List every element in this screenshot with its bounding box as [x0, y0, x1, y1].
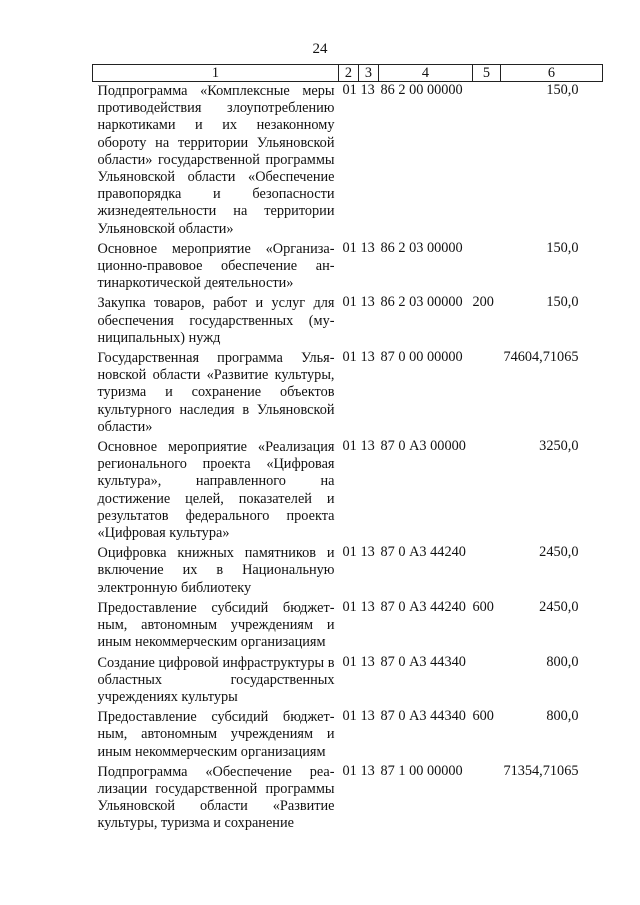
subsection-code: 13 [360, 239, 375, 256]
expense-type-code [473, 438, 501, 544]
subsection-code: 13 [360, 544, 375, 561]
target-article-code: 87 0 00 00000 [380, 349, 463, 366]
column-header-4: 4 [379, 65, 473, 82]
row-name: Оцифровка книжных памятников и включение их в Национальную электронную библиотеку [97, 545, 335, 596]
section-code: 01 [342, 544, 357, 561]
subsection-code: 13 [360, 438, 375, 455]
target-article-code: 86 2 03 00000 [380, 294, 463, 311]
expense-type-code [473, 82, 501, 240]
row-name: Создание цифровой инфраструктуры в областных государственных учреждениях культуры [97, 654, 335, 705]
budget-table [92, 64, 603, 835]
table-row [93, 82, 603, 240]
row-name: Предоставление субсидий бюджетным, автономным учреждениям и иным некоммерческим организациям [97, 599, 335, 651]
subsection-code: 13 [360, 349, 375, 366]
target-article-code: 87 0 А3 44240 [380, 544, 466, 561]
amount: 74604,71065 [503, 349, 579, 366]
table-row [93, 294, 603, 349]
target-article-code: 87 0 А3 44240 [380, 598, 466, 615]
target-article-code: 86 2 03 00000 [380, 239, 463, 256]
expense-type-code [473, 763, 501, 835]
section-code: 01 [342, 438, 357, 455]
amount: 3250,0 [539, 438, 579, 455]
table-row [93, 654, 603, 709]
amount: 150,0 [546, 82, 579, 98]
amount: 2450,0 [539, 544, 579, 561]
column-header-5: 5 [473, 65, 501, 82]
column-header-6: 6 [501, 65, 603, 82]
table-row [93, 240, 603, 295]
section-code: 01 [342, 294, 357, 311]
expense-type-code [473, 240, 501, 295]
subsection-code: 13 [360, 653, 375, 670]
amount: 2450,0 [539, 598, 579, 615]
expense-type-code [473, 544, 501, 599]
section-code: 01 [342, 653, 357, 670]
row-name: Основное мероприятие «Организационно-правовое обеспечение антинаркотической деятельности» [97, 240, 335, 292]
amount: 800,0 [546, 653, 579, 670]
subsection-code: 13 [360, 708, 375, 725]
column-header-1: 1 [93, 65, 339, 82]
amount: 800,0 [546, 708, 579, 725]
expense-type-code [473, 349, 501, 438]
subsection-code: 13 [360, 294, 375, 311]
section-code: 01 [342, 349, 357, 366]
section-code: 01 [342, 598, 357, 615]
target-article-code: 87 0 А3 44340 [380, 708, 466, 725]
amount: 150,0 [546, 239, 579, 256]
target-article-code: 87 0 А3 00000 [380, 438, 466, 455]
expense-type-code: 600 [472, 598, 494, 615]
expense-type-code [473, 654, 501, 709]
section-code: 01 [342, 708, 357, 725]
row-name: Закупка товаров, работ и услуг для обеспечения государственных (муниципальных) нужд [97, 295, 335, 346]
subsection-code: 13 [360, 598, 375, 615]
expense-type-code: 600 [472, 708, 494, 725]
subsection-code: 13 [360, 82, 375, 98]
column-header-2: 2 [339, 65, 359, 82]
amount: 71354,71065 [503, 762, 579, 779]
row-name: Государственная программа Ульяновской области «Развитие культуры, туризма и сохранение объектов культурного наследия в Ульяновской области» [97, 350, 335, 435]
target-article-code: 87 0 А3 44340 [380, 653, 466, 670]
page-number: 24 [312, 41, 328, 57]
row-name: Подпрограмма «Комплексные меры противодействия злоупотреблению наркотиками и их незаконному обороту на территории Ульяновской области» государственной программы Ульяновской области «Обеспечение правопорядка и безопасности жизнедеятельности на территории Ульяновской области» [97, 83, 335, 237]
expense-type-code: 200 [472, 294, 494, 311]
target-article-code: 86 2 00 00000 [380, 82, 463, 98]
table-row [93, 763, 603, 835]
section-code: 01 [342, 239, 357, 256]
table-row [93, 349, 603, 438]
row-name: Основное мероприятие «Реализация регионального проекта «Цифровая культура», направленного на достижение целей, показателей и результатов федерального проекта «Цифровая культура» [97, 439, 335, 542]
section-code: 01 [342, 82, 357, 98]
column-number-header-row [93, 65, 603, 82]
table-row [93, 599, 603, 654]
table-row [93, 708, 603, 763]
amount: 150,0 [546, 294, 579, 311]
row-name: Предоставление субсидий бюджетным, автономным учреждениям и иным некоммерческим организациям [97, 709, 335, 760]
table-row [93, 438, 603, 544]
subsection-code: 13 [360, 762, 375, 779]
target-article-code: 87 1 00 00000 [380, 762, 463, 779]
table-row [93, 544, 603, 599]
row-name: Подпрограмма «Обеспечение реализации государственной программы Ульяновской области «Развитие культуры, туризма и сохранение [97, 763, 335, 832]
column-header-3: 3 [359, 65, 379, 82]
section-code: 01 [342, 762, 357, 779]
